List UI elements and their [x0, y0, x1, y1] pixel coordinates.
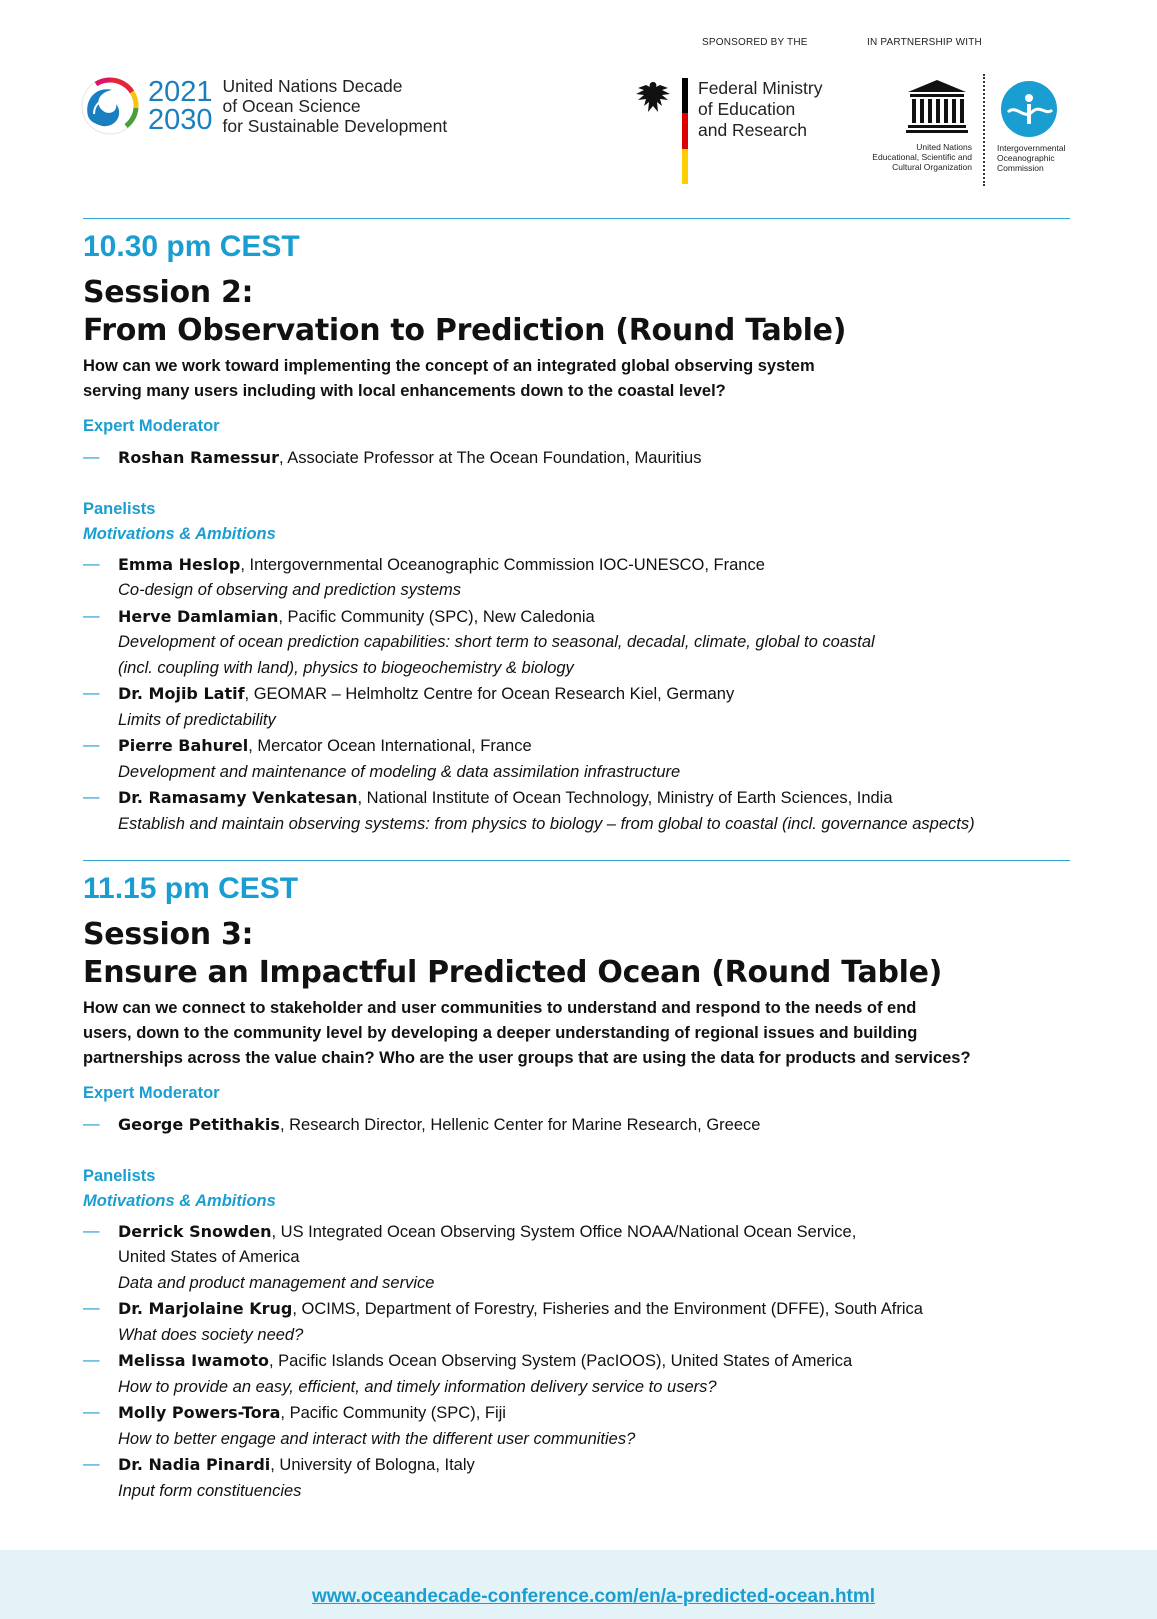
question-line: partnerships across the value chain? Who are the user groups that are using the data for products and services?: [83, 1049, 971, 1067]
ocean-wave-icon: [80, 76, 140, 136]
panelist-topic: Input form constituencies: [118, 1481, 302, 1500]
federal-eagle-icon: [634, 78, 672, 118]
moderator-entry: [83, 1112, 1073, 1139]
bmbf-title: [698, 78, 822, 184]
person-name: Molly Powers-Tora: [118, 1403, 281, 1422]
person-affiliation: , National Institute of Ocean Technology, Ministry of Earth Sciences, India: [357, 789, 893, 807]
person-name: Herve Damlamian: [118, 606, 279, 626]
decade-years: [148, 78, 213, 134]
session-title-line: Session 2:: [83, 275, 254, 310]
unesco-caption: [860, 142, 972, 172]
motivations-label: Motivations & Ambitions: [83, 524, 276, 543]
bullet-dash: —: [83, 684, 100, 702]
panelist-entry: [83, 1219, 1073, 1297]
bmbf-line: of Education: [698, 99, 796, 119]
decade-line: United Nations Decade: [222, 76, 403, 96]
session-title-line: From Observation to Prediction (Round Table): [83, 313, 847, 348]
person-affiliation: , Research Director, Hellenic Center for Marine Research, Greece: [279, 1116, 761, 1134]
bmbf-logo: [634, 78, 822, 184]
bullet-dash: —: [83, 1299, 100, 1317]
panelist-topic: What does society need?: [118, 1325, 304, 1344]
german-flag-bar: [682, 78, 688, 184]
panelist-list: [83, 552, 1073, 838]
footer: [0, 1550, 1157, 1619]
person-name: George Petithakis: [118, 1115, 280, 1134]
bmbf-line: and Research: [698, 120, 807, 140]
person-affiliation: , Mercator Ocean International, France: [248, 737, 532, 755]
person-name: Pierre Bahurel: [118, 736, 249, 755]
logo-divider: [983, 74, 985, 186]
bullet-dash: —: [83, 554, 100, 573]
person-name: Roshan Ramessur: [118, 448, 279, 467]
session-question: [83, 354, 1073, 404]
panelist-entry: [83, 681, 1073, 733]
session-3: [83, 872, 1073, 1504]
panelist-topic: Limits of predictability: [118, 710, 276, 729]
panelist-topic: Development and maintenance of modeling & data assimilation infrastructure: [118, 762, 681, 781]
section-rule: [83, 218, 1070, 219]
panelist-entry: [83, 1348, 1073, 1400]
conference-link[interactable]: www.oceandecade-conference.com/en/a-predicted-ocean.html: [311, 1586, 876, 1607]
partnership-label: IN PARTNERSHIP WITH: [867, 37, 982, 48]
panelist-entry: [83, 1400, 1073, 1452]
decade-title: [223, 76, 448, 136]
panelist-entry: [83, 552, 1073, 604]
panelists-label: Panelists: [83, 499, 156, 518]
unesco-caption-line: Educational, Scientific and: [872, 152, 972, 162]
person-name: Derrick Snowden: [118, 1221, 272, 1241]
moderator-entry: [83, 445, 1073, 472]
question-line: How can we work toward implementing the concept of an integrated global observing system: [83, 357, 815, 375]
question-line: users, down to the community level by developing a deeper understanding of regional issues and building: [83, 1024, 918, 1042]
session-title-line: Ensure an Impactful Predicted Ocean (Round Table): [83, 955, 943, 990]
panelist-list: [83, 1219, 1073, 1505]
header: [0, 0, 1157, 200]
panelist-topic: (incl. coupling with land), physics to biogeochemistry & biology: [118, 658, 574, 677]
panelist-entry: [83, 604, 1073, 682]
session-time: 11.15 pm CEST: [83, 872, 299, 905]
question-line: How can we connect to stakeholder and user communities to understand and respond to the needs of end: [83, 999, 917, 1017]
session-title-line: Session 3:: [83, 917, 254, 952]
person-affiliation: , Intergovernmental Oceanographic Commission IOC-UNESCO, France: [240, 555, 765, 574]
person-affiliation: , GEOMAR – Helmholtz Centre for Ocean Research Kiel, Germany: [244, 685, 735, 703]
panelist-topic: Co-design of observing and prediction systems: [118, 581, 462, 599]
session-title: [83, 916, 1073, 992]
person-affiliation: , OCIMS, Department of Forestry, Fisheries and the Environment (DFFE), South Africa: [292, 1300, 923, 1318]
person-affiliation: , University of Bologna, Italy: [270, 1456, 475, 1474]
bullet-dash: —: [83, 788, 100, 806]
sponsored-by-label: SPONSORED BY THE: [702, 37, 808, 48]
ioc-caption: [997, 143, 1066, 173]
unesco-caption-line: United Nations: [916, 142, 972, 152]
bullet-dash: —: [83, 1221, 100, 1240]
unesco-temple-icon: [904, 78, 970, 134]
panelist-entry: [83, 733, 1073, 785]
session-2: [83, 230, 1073, 837]
person-name: Dr. Ramasamy Venkatesan: [118, 788, 358, 807]
person-name: Dr. Nadia Pinardi: [118, 1455, 271, 1474]
bullet-dash: —: [83, 736, 100, 754]
person-name: Melissa Iwamoto: [118, 1351, 269, 1370]
moderator-label: Expert Moderator: [83, 417, 220, 435]
panelist-entry: [83, 1452, 1073, 1504]
bullet-dash: —: [83, 1115, 100, 1133]
decade-year-start: 2021: [148, 76, 213, 108]
panelist-entry: [83, 1296, 1073, 1348]
panelist-entry: [83, 785, 1073, 837]
bmbf-line: Federal Ministry: [698, 78, 823, 98]
ocean-decade-logo: [80, 76, 447, 136]
person-affiliation: , Pacific Community (SPC), New Caledonia: [278, 607, 595, 626]
bullet-dash: —: [83, 1403, 100, 1421]
person-affiliation: , Associate Professor at The Ocean Foundation, Mauritius: [278, 449, 702, 467]
bullet-dash: —: [83, 1455, 100, 1473]
session-title: [83, 274, 1073, 350]
person-affiliation: , Pacific Community (SPC), Fiji: [280, 1404, 506, 1422]
person-name: Emma Heslop: [118, 554, 241, 574]
ioc-caption-line: Intergovernmental: [997, 143, 1066, 153]
motivations-label: Motivations & Ambitions: [83, 1191, 276, 1210]
session-time: 10.30 pm CEST: [83, 230, 300, 263]
question-line: serving many users including with local enhancements down to the coastal level?: [83, 382, 726, 400]
panelist-topic: Development of ocean prediction capabilities: short term to seasonal, decadal, climate, global to coastal: [118, 633, 875, 651]
bullet-dash: —: [83, 1351, 100, 1369]
ioc-logo-icon: [1000, 80, 1058, 138]
decade-year-end: 2030: [148, 104, 213, 136]
panelists-label: Panelists: [83, 1166, 156, 1185]
ioc-caption-line: Commission: [997, 163, 1044, 173]
unesco-caption-line: Cultural Organization: [892, 162, 972, 172]
panelist-topic: Establish and maintain observing systems: from physics to biology – from global to coastal (incl. governance aspects): [118, 814, 975, 833]
bullet-dash: —: [83, 448, 100, 466]
panelist-topic: Data and product management and service: [118, 1273, 435, 1292]
moderator-label: Expert Moderator: [83, 1084, 220, 1102]
section-rule: [83, 860, 1070, 861]
session-question: [83, 996, 1073, 1071]
bullet-dash: —: [83, 606, 100, 625]
person-affiliation-cont: United States of America: [118, 1248, 300, 1266]
ioc-caption-line: Oceanographic: [997, 153, 1055, 163]
panelist-topic: How to provide an easy, efficient, and timely information delivery service to users?: [118, 1377, 717, 1396]
decade-line: for Sustainable Development: [222, 116, 448, 136]
panelist-topic: How to better engage and interact with the different user communities?: [118, 1429, 636, 1448]
person-name: Dr. Mojib Latif: [118, 684, 245, 703]
person-affiliation: , US Integrated Ocean Observing System Office NOAA/National Ocean Service,: [271, 1222, 857, 1241]
person-name: Dr. Marjolaine Krug: [118, 1299, 293, 1318]
person-affiliation: , Pacific Islands Ocean Observing System (PacIOOS), United States of America: [269, 1352, 853, 1370]
decade-line: of Ocean Science: [222, 96, 361, 116]
